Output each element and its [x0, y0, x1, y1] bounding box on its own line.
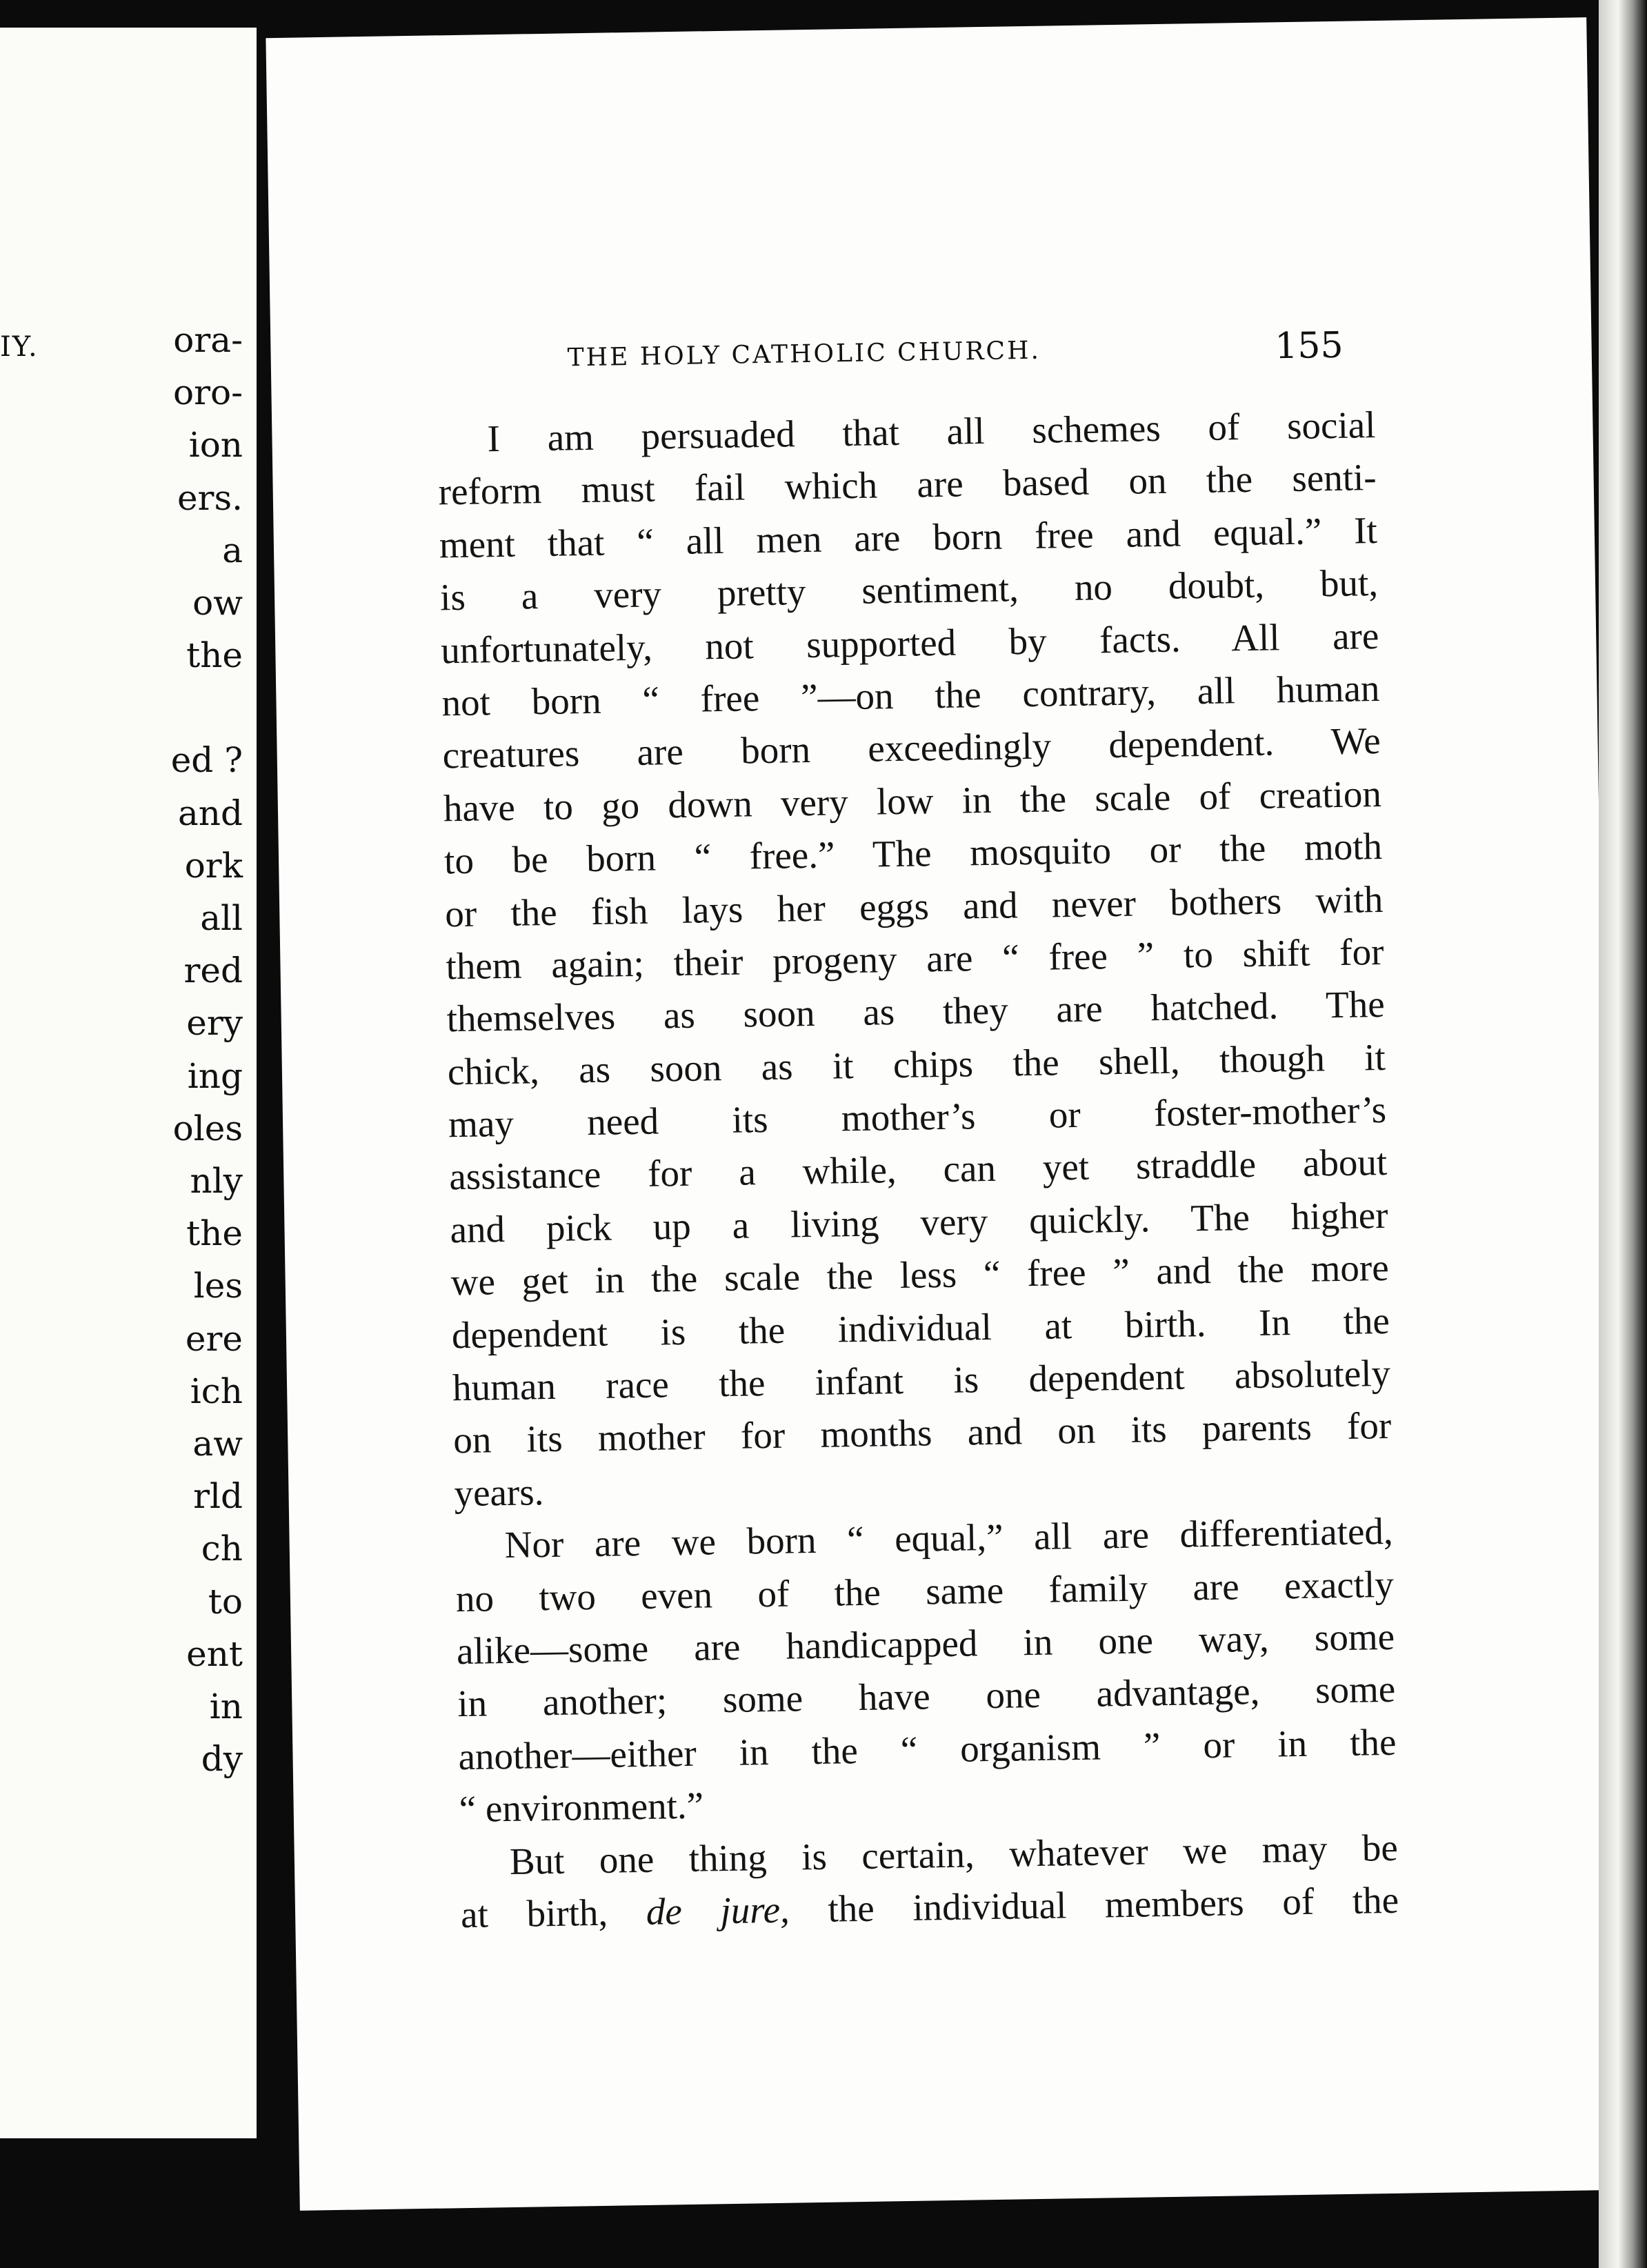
running-head: THE HOLY CATHOLIC CHURCH.	[567, 336, 1041, 372]
text-line: chick, as soon as it chips the shell, though it	[447, 1035, 1386, 1093]
text-line: on its mother for months and on its parents for	[452, 1404, 1392, 1462]
left-page-header-fragment: IY.	[0, 331, 39, 363]
text-line: have to go down very low in the scale of creation	[443, 772, 1382, 830]
text-segment: at birth,	[460, 1890, 647, 1936]
text-line: in another; some have one advantage, some	[457, 1668, 1396, 1725]
text-line: to be born “ free.” The mosquito or the moth	[443, 825, 1383, 882]
text-line: is a very pretty sentiment, no doubt, but,	[439, 561, 1379, 619]
left-page-text-fragments	[8, 314, 243, 1785]
left-line-fragment: red	[183, 951, 243, 991]
left-line-fragment: in	[209, 1687, 243, 1727]
left-line-fragment: all	[200, 898, 243, 939]
text-line: dependent is the individual at birth. In the	[451, 1299, 1390, 1356]
text-line: no two even of the same family are exactly	[455, 1562, 1395, 1620]
right-page	[266, 17, 1620, 2211]
text-line: we get in the scale the less “ free ” and the more	[450, 1246, 1390, 1304]
text-line: or the fish lays her eggs and never bothers with	[444, 877, 1384, 935]
text-line: years.	[454, 1470, 544, 1515]
left-line-fragment: ork	[184, 845, 243, 886]
left-line-fragment: ora-	[173, 320, 243, 360]
text-line: “ environment.”	[459, 1784, 704, 1831]
left-line-fragment: and	[177, 793, 243, 833]
left-line-fragment: aw	[192, 1424, 243, 1464]
left-line-fragment: the	[186, 1213, 243, 1254]
left-line-fragment	[8, 682, 243, 734]
left-line-fragment: ery	[186, 1003, 243, 1044]
text-line: Nor are we born “ equal,” all are differentiated,	[504, 1510, 1394, 1566]
left-line-fragment: oles	[172, 1108, 243, 1148]
text-segment: the individual members of the	[789, 1878, 1399, 1931]
left-line-fragment: ion	[188, 425, 243, 466]
left-line-fragment: ow	[192, 583, 243, 624]
left-line-fragment: the	[186, 635, 243, 676]
text-line: human race the infant is dependent absolutely	[452, 1351, 1391, 1409]
text-line: may need its mother’s or foster-mother’s	[448, 1088, 1387, 1146]
text-line: I am persuaded that all schemes of social	[487, 404, 1376, 460]
left-line-fragment: ch	[201, 1529, 243, 1569]
text-line: reform must fail which are based on the senti-	[438, 456, 1377, 513]
left-line-fragment: les	[193, 1266, 243, 1306]
text-line: themselves as soon as they are hatched. The	[446, 983, 1386, 1040]
italic-phrase: de jure,	[646, 1888, 790, 1933]
left-line-fragment: ere	[185, 1318, 243, 1359]
page-number: 155	[1274, 324, 1344, 368]
left-line-fragment: ing	[187, 1055, 243, 1096]
left-line-fragment: oro-	[172, 372, 243, 413]
left-facing-page	[0, 28, 257, 2138]
text-line: them again; their progeny are “ free ” to shift for	[446, 930, 1384, 988]
text-line: creatures are born exceedingly dependent. We	[442, 719, 1381, 777]
left-line-fragment: nly	[190, 1161, 243, 1202]
text-line: ment that “ all men are born free and equal.” It	[439, 508, 1378, 566]
text-line: But one thing is certain, whatever we may be	[509, 1826, 1399, 1882]
text-line: another—either in the “ organism ” or in the	[458, 1720, 1397, 1778]
text-line: alike—some are handicapped in one way, some	[456, 1615, 1395, 1673]
text-line: assistance for a while, can yet straddle about	[448, 1141, 1388, 1198]
body-text	[437, 399, 1399, 1941]
left-line-fragment: ent	[186, 1633, 243, 1674]
text-line: not born “ free ”—on the contrary, all human	[441, 666, 1380, 724]
left-line-fragment: a	[222, 530, 243, 570]
page-edge	[1599, 0, 1647, 2268]
left-line-fragment: dy	[201, 1739, 243, 1780]
left-line-fragment: to	[208, 1581, 243, 1622]
text-line: unfortunately, not supported by facts. All are	[440, 614, 1379, 671]
left-line-fragment: ers.	[177, 477, 243, 518]
left-line-fragment: rld	[193, 1476, 243, 1517]
left-line-fragment: ich	[190, 1371, 243, 1411]
left-line-fragment: ed ?	[170, 740, 243, 781]
text-line: and pick up a living very quickly. The higher	[450, 1193, 1388, 1251]
